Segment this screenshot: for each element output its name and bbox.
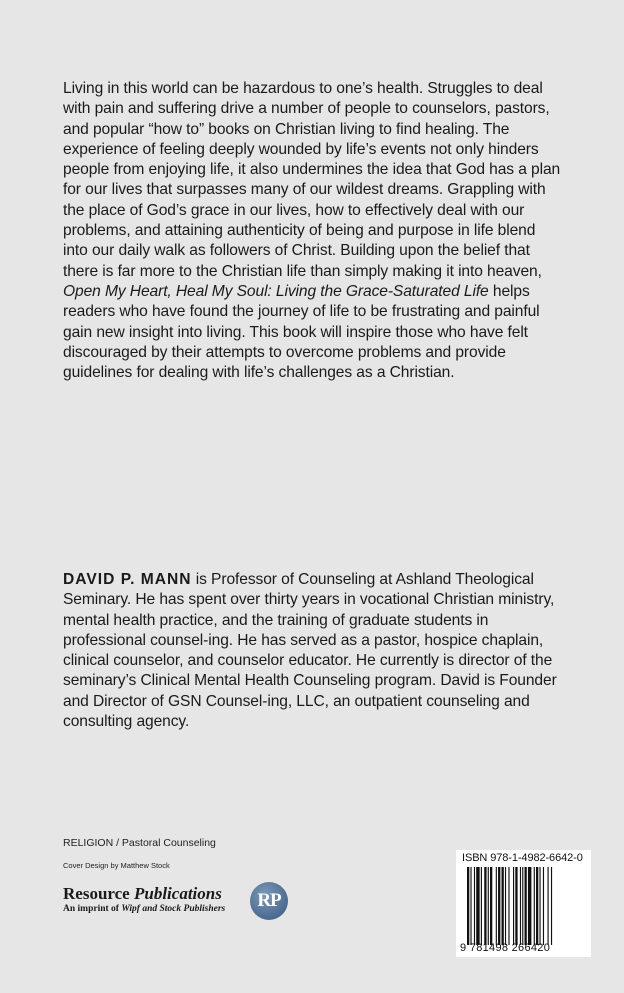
book-description — [63, 79, 563, 383]
author-bio — [63, 570, 563, 732]
publisher-subline: An imprint of Wipf and Stock Publishers — [63, 904, 226, 914]
barcode-bars — [467, 867, 585, 945]
author-name: DAVID P. MANN — [63, 571, 192, 588]
description-text-start: Living in this world can be hazardous to one’s health. Struggles to deal with pain and suffering drive a number of people to counselors, pastors, and popular “how to” books on Christian living to find healing. The experience of feeling deeply wounded by life’s events not only hinders people from enjoying life, it also undermines the idea that God has a plan for our lives that surpasses many of our wildest dreams. Grappling with the place of God’s grace in our lives, how to effectively deal with our problems, and attaining authenticity of being and purpose in life blend into our daily walk as followers of Christ. Building upon the belief that there is far more to the Christian life than simply making it into heaven, — [63, 80, 561, 280]
barcode-digits: 9 781498 266420 — [460, 942, 551, 954]
book-title: Open My Heart, Heal My Soul: Living the Grace-Saturated Life — [63, 282, 489, 300]
publisher-name: Resource Publications — [63, 884, 222, 903]
publisher-imprint — [63, 884, 225, 914]
subject-category: RELIGION / Pastoral Counseling — [63, 837, 216, 849]
author-bio-text: is Professor of Counseling at Ashland Theological Seminary. He has spent over thirty years in vocational Christian ministry, mental health practice, and the training of graduate students in professional counsel-ing. He has served as a pastor, hospice chaplain, clinical counselor, and counselor educator. He currently is director of the seminary’s Clinical Mental Health Counseling program. David is Founder and Director of GSN Counsel-ing, LLC, an outpatient counseling and consulting agency. — [63, 571, 557, 731]
description-paragraph — [63, 79, 563, 383]
publisher-logo: RP — [250, 882, 288, 920]
description-text-end: helps readers who have found the journey of life to be frustrating and painful gain new insight into living. This book will inspire those who have felt discouraged by their attempts to overcome problems and provide guidelines for dealing with life’s challenges as a Christian. — [63, 282, 540, 382]
isbn-number: ISBN 978-1-4982-6642-0 — [462, 852, 583, 864]
cover-design-credit: Cover Design by Matthew Stock — [63, 861, 170, 870]
isbn-barcode — [456, 850, 591, 957]
